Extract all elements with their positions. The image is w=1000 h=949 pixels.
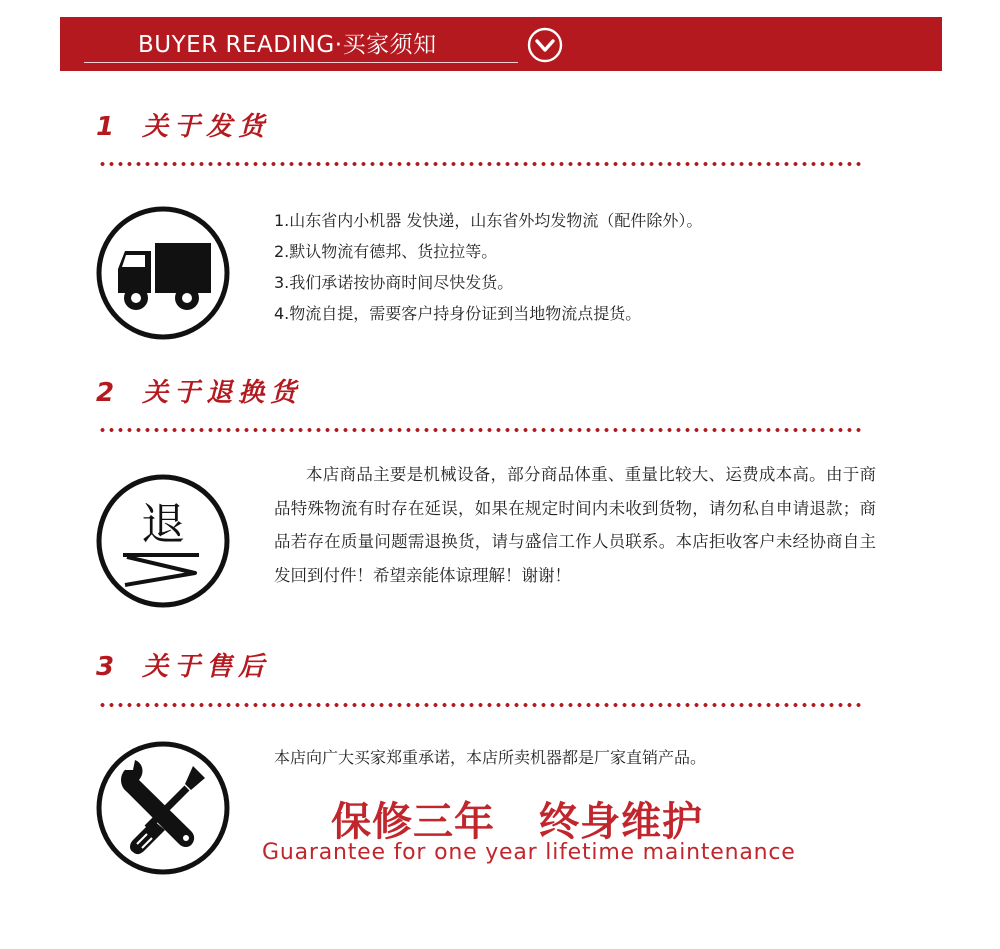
slogan-left: 保修三年 (331, 799, 495, 845)
section-3-title (96, 646, 270, 683)
truck-icon (95, 205, 231, 341)
slogan-right: 终身维护 (539, 799, 703, 845)
section-2-divider (98, 428, 862, 432)
warranty-slogan (331, 790, 703, 847)
return-icon (95, 473, 231, 609)
wrench-screwdriver-icon (95, 740, 231, 876)
list-item: 3.我们承诺按协商时间尽快发货。 (274, 273, 514, 292)
section-2-number: 2 (96, 378, 121, 408)
banner-title: BUYER READING·买家须知 (138, 32, 437, 58)
section-3-divider (98, 703, 862, 707)
guarantee-english: Guarantee for one year lifetime maintenance (262, 840, 796, 865)
list-item: 4.物流自提，需要客户持身份证到当地物流点提货。 (274, 304, 642, 323)
section-1-number: 1 (96, 112, 121, 142)
after-sales-text: 本店向广大买家郑重承诺，本店所卖机器都是厂家直销产品。 (274, 748, 707, 767)
list-item: 2.默认物流有德邦、货拉拉等。 (274, 242, 498, 261)
shipping-list (274, 205, 702, 329)
chevron-down-circle-icon (527, 27, 563, 63)
section-1-heading: 关于发货 (142, 112, 271, 142)
section-2-heading: 关于退换货 (142, 378, 303, 408)
banner-underline (84, 62, 518, 63)
section-3-number: 3 (96, 652, 121, 682)
section-3-heading: 关于售后 (142, 652, 271, 682)
svg-text:退: 退 (141, 499, 185, 550)
section-1-divider (98, 162, 862, 166)
section-1-title (96, 106, 270, 143)
section-2-title (96, 372, 302, 409)
list-item: 1.山东省内小机器 发快递，山东省外均发物流（配件除外）。 (274, 211, 703, 230)
return-policy-text: 本店商品主要是机械设备，部分商品体重、重量比较大、运费成本高。由于商品特殊物流有时存在延误，如果在规定时间内未收到货物，请勿私自申请退款；商品若存在质量问题需退换货，请与盛信工作人员联系。本店拒收客户未经协商自主发回到付件！希望亲能体谅理解！谢谢！ (274, 465, 876, 585)
